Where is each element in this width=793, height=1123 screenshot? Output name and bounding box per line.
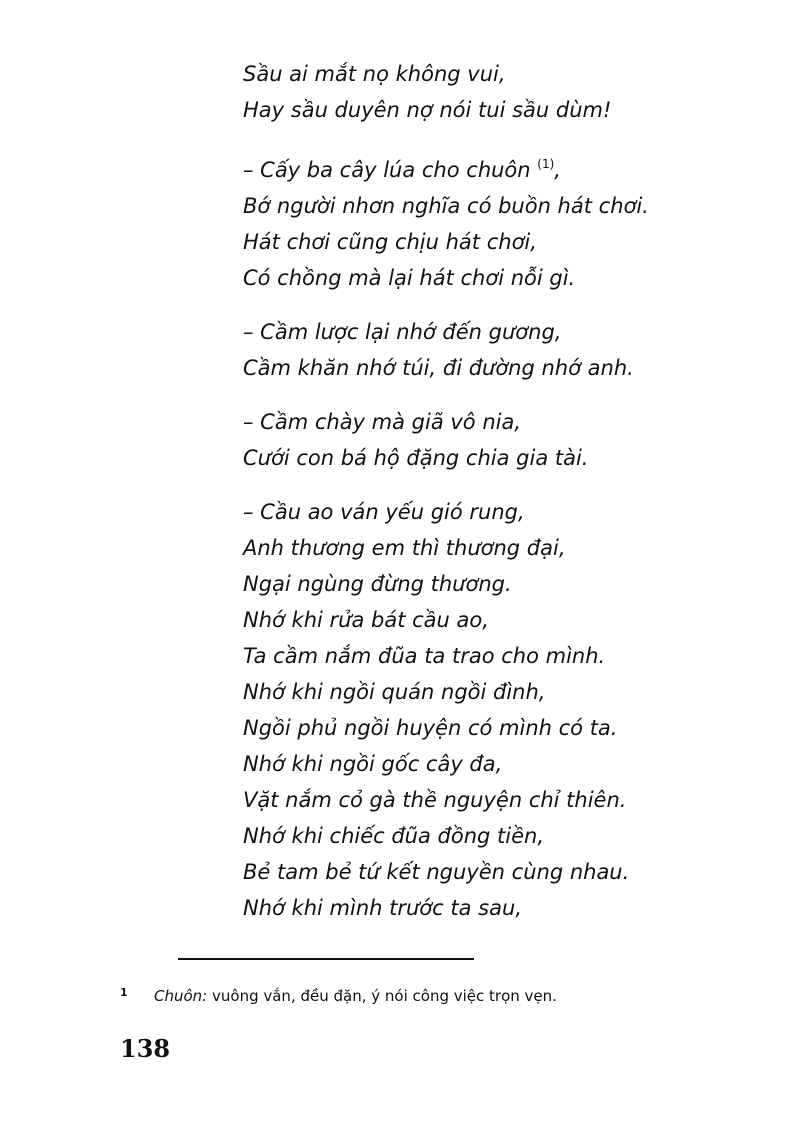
- footnote-number: 1: [120, 986, 128, 999]
- poem-line: Hay sầu duyên nợ nói tui sầu dùm!: [243, 98, 612, 122]
- poem-line: Nhớ khi chiếc đũa đồng tiền,: [243, 824, 545, 848]
- poem-line: Cưới con bá hộ đặng chia gia tài.: [243, 446, 589, 470]
- stanza-5: [243, 494, 763, 926]
- poem-line: Sầu ai mắt nọ không vui,: [243, 62, 506, 86]
- poem-line: Nhớ khi ngồi quán ngồi đình,: [243, 680, 546, 704]
- poem-line: Bẻ tam bẻ tứ kết nguyền cùng nhau.: [243, 860, 630, 884]
- footnote-term: Chuôn:: [154, 987, 208, 1005]
- footnote-divider: [178, 958, 474, 960]
- poem-line: Nhớ khi mình trước ta sau,: [243, 896, 522, 920]
- poem-line-suffix: ,: [554, 158, 561, 182]
- poem-line: Bớ người nhơn nghĩa có buồn hát chơi.: [243, 194, 649, 218]
- stanza-2: [243, 146, 763, 296]
- stanza-4: [243, 404, 763, 476]
- footnote: [120, 986, 760, 1005]
- poem-line: Anh thương em thì thương đại,: [243, 536, 566, 560]
- poem-line: Hát chơi cũng chịu hát chơi,: [243, 230, 537, 254]
- poem-line-with-footnote: [243, 146, 763, 188]
- stanza-3: [243, 314, 763, 386]
- footnote-text: vuông vắn, đều đặn, ý nói công việc trọn vẹn.: [207, 987, 557, 1005]
- poem-body: [243, 56, 763, 944]
- poem-line-text: – Cấy ba cây lúa cho chuôn: [243, 158, 531, 182]
- poem-line: – Cầu ao ván yếu gió rung,: [243, 500, 525, 524]
- poem-line: Ngồi phủ ngồi huyện có mình có ta.: [243, 716, 618, 740]
- poem-line: Nhớ khi rửa bát cầu ao,: [243, 608, 489, 632]
- stanza-1: [243, 56, 763, 128]
- footnote-reference: (1): [537, 157, 555, 171]
- poem-line: Ngại ngùng đừng thương.: [243, 572, 512, 596]
- page-number: 138: [120, 1034, 171, 1063]
- poem-line: Nhớ khi ngồi gốc cây đa,: [243, 752, 503, 776]
- poem-line: – Cầm lược lại nhớ đến gương,: [243, 320, 562, 344]
- poem-line: Ta cầm nắm đũa ta trao cho mình.: [243, 644, 606, 668]
- poem-line: Có chồng mà lại hát chơi nỗi gì.: [243, 266, 576, 290]
- poem-line: Vặt nắm cỏ gà thề nguyện chỉ thiên.: [243, 788, 627, 812]
- poem-line: Cầm khăn nhớ túi, đi đường nhớ anh.: [243, 356, 634, 380]
- poem-line: – Cầm chày mà giã vô nia,: [243, 410, 522, 434]
